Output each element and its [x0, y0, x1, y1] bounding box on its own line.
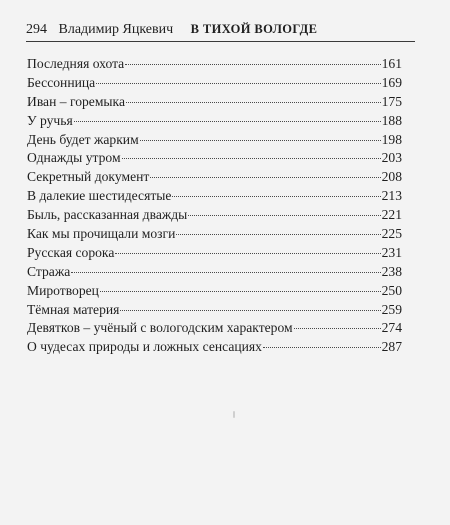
dot-leader	[172, 196, 380, 197]
dot-leader	[294, 328, 381, 329]
toc-entry-title: Как мы прочищали мозги	[27, 226, 176, 242]
toc-entry-title: Бессонница	[27, 74, 96, 90]
toc-entry-title: В далекие шестидесятые	[27, 188, 172, 204]
toc-entry-title: День будет жарким	[27, 131, 139, 147]
toc-entry-page-number: 274	[381, 320, 402, 336]
toc-entry-title: Миротворец	[27, 282, 99, 298]
toc-entry	[27, 319, 402, 338]
toc-entry-title: Быль, рассказанная дважды	[27, 207, 188, 223]
dot-leader	[122, 158, 381, 159]
toc-entry-page-number: 287	[381, 339, 402, 355]
toc-entry-page-number: 225	[381, 226, 402, 242]
toc-entry	[27, 282, 402, 301]
dot-leader	[126, 102, 381, 103]
toc-entry-page-number: 198	[381, 131, 402, 147]
dot-leader	[100, 291, 381, 292]
toc-entry	[27, 301, 402, 320]
toc-entry-page-number: 203	[381, 150, 402, 166]
toc-entry-page-number: 169	[381, 74, 402, 90]
toc-entry	[27, 244, 402, 263]
toc-entry-title: Девятков – учёный с вологодским характером	[27, 320, 293, 336]
dot-leader	[176, 234, 380, 235]
toc-entry	[27, 168, 402, 187]
toc-entry-title: Тёмная материя	[27, 301, 120, 317]
dot-leader	[125, 64, 380, 65]
dot-leader	[71, 272, 380, 273]
toc-entry-page-number: 175	[381, 93, 402, 109]
dot-leader	[140, 140, 381, 141]
toc-entry-page-number: 161	[381, 56, 402, 71]
toc-entry-title: Последняя охота	[27, 56, 125, 71]
dot-leader	[120, 310, 380, 311]
dot-leader	[150, 177, 380, 178]
toc-entry-title: Секретный документ	[27, 169, 150, 185]
book-title: В ТИХОЙ ВОЛОГДЕ	[190, 22, 318, 36]
paper-speck	[233, 411, 235, 418]
toc-entry-page-number: 231	[381, 244, 402, 260]
running-head	[26, 21, 416, 38]
toc-entry	[27, 225, 402, 244]
dot-leader	[96, 83, 380, 84]
toc-entry-title: Стража	[27, 263, 71, 279]
toc-entry-title: У ручья	[27, 112, 73, 128]
toc-entry-title: Иван – горемыка	[27, 93, 125, 109]
toc-entry	[27, 206, 402, 225]
toc-entry-page-number: 208	[381, 169, 402, 185]
table-of-contents	[27, 55, 402, 357]
toc-entry-page-number: 213	[381, 188, 402, 204]
dot-leader	[115, 253, 380, 254]
toc-entry	[27, 74, 402, 93]
toc-entry	[27, 149, 402, 168]
toc-entry	[27, 338, 402, 357]
dot-leader	[188, 215, 380, 216]
toc-entry-title: Однажды утром	[27, 150, 121, 166]
author-name: Владимир Яцкевич	[58, 22, 174, 37]
toc-entry	[27, 131, 402, 150]
dot-leader	[74, 121, 381, 122]
dot-leader	[263, 347, 381, 348]
toc-entry-page-number: 238	[381, 263, 402, 279]
toc-entry-page-number: 221	[381, 207, 402, 223]
toc-entry	[27, 93, 402, 112]
toc-entry-page-number: 250	[381, 282, 402, 298]
toc-entry	[27, 263, 402, 282]
toc-entry	[27, 55, 402, 74]
header-rule	[26, 41, 415, 42]
page-number: 294	[26, 22, 47, 37]
toc-entry	[27, 187, 402, 206]
toc-entry	[27, 112, 402, 131]
toc-entry-page-number: 259	[381, 301, 402, 317]
toc-entry-title: О чудесах природы и ложных сенсациях	[27, 339, 262, 355]
toc-entry-page-number: 188	[381, 112, 402, 128]
toc-entry-title: Русская сорока	[27, 244, 115, 260]
